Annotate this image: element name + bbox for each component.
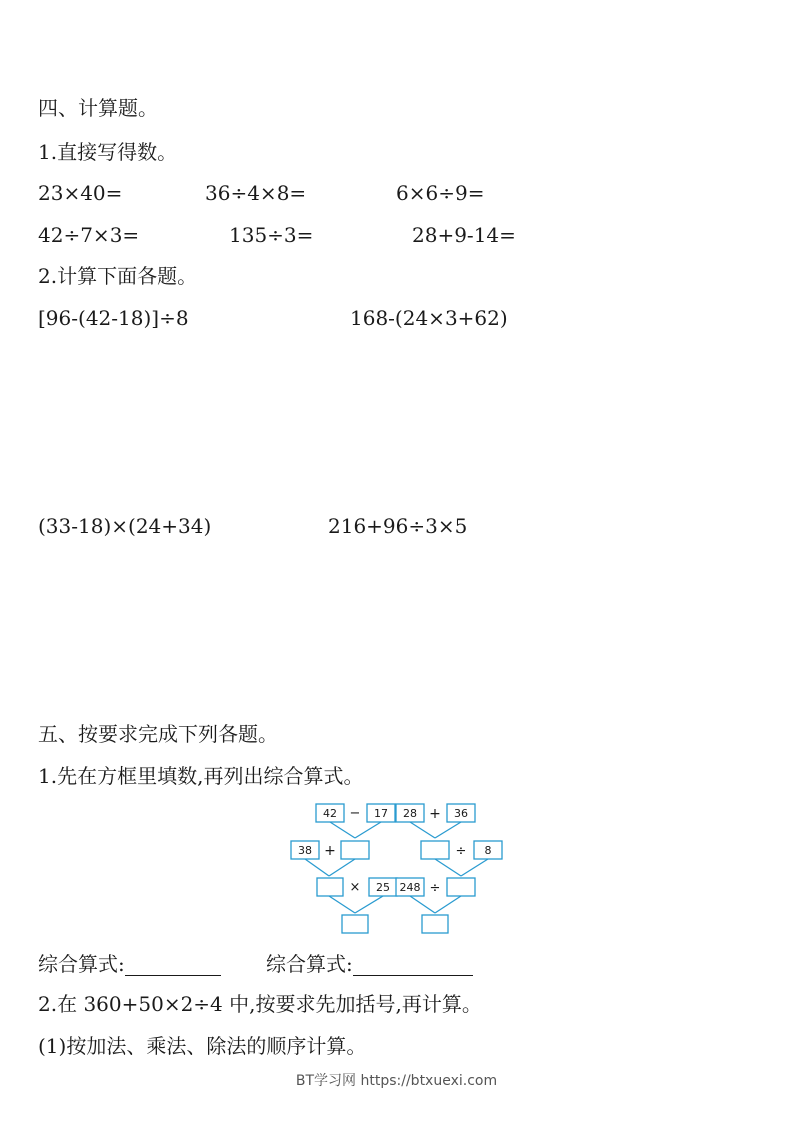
section5-question2-title: 2.在 360+50×2÷4 中,按要求先加括号,再计算。 [38,992,482,1016]
formula-label: 综合算式: [38,952,125,976]
diagram-number: 8 [484,844,492,857]
calculation-tree-diagram [285,800,515,936]
operator-symbol: × [349,880,361,895]
diagram-number: 17 [374,807,388,820]
direct-calc-item: 36÷4×8= [205,181,307,205]
question2-title: 2.计算下面各题。 [38,264,198,288]
direct-calc-item: 23×40= [38,181,123,205]
answer-box [422,915,448,933]
diagram-number: 36 [454,807,468,820]
calc-expression: (33-18)×(24+34) [38,514,212,538]
calc-expression: 168-(24×3+62) [350,306,508,330]
direct-calc-item: 28+9-14= [412,223,516,247]
answer-box [447,878,475,896]
diagram-number: 38 [298,844,312,857]
operator-symbol: + [324,843,336,859]
operator-symbol: + [429,806,441,822]
diagram-number: 28 [403,807,417,820]
calc-expression: [96-(42-18)]÷8 [38,306,189,330]
calc-expression: 216+96÷3×5 [328,514,468,538]
answer-box [341,841,369,859]
formula-answer-blank[interactable] [353,955,473,976]
section5-title: 五、按要求完成下列各题。 [38,722,278,746]
diagram-number: 42 [323,807,337,820]
section4-title: 四、计算题。 [38,96,158,120]
formula-answer-blank[interactable] [125,955,221,976]
answer-box [421,841,449,859]
formula-line-1 [38,952,221,976]
answer-box [342,915,368,933]
section5-question1-title: 1.先在方框里填数,再列出综合算式。 [38,764,364,788]
direct-calc-item: 42÷7×3= [38,223,140,247]
diagram-number: 25 [376,881,390,894]
operator-symbol: − [349,806,361,821]
operator-symbol: ÷ [455,844,467,859]
operator-symbol: ÷ [429,881,441,896]
formula-label: 综合算式: [266,952,353,976]
diagram-number: 248 [399,881,421,894]
direct-calc-item: 135÷3= [229,223,314,247]
footer-watermark: BT学习网 https://btxuexi.com [295,1073,498,1089]
formula-line-2 [266,952,473,976]
answer-box [317,878,343,896]
section5-question2-sub1: (1)按加法、乘法、除法的顺序计算。 [38,1034,367,1058]
question1-title: 1.直接写得数。 [38,140,178,164]
direct-calc-item: 6×6÷9= [396,181,485,205]
